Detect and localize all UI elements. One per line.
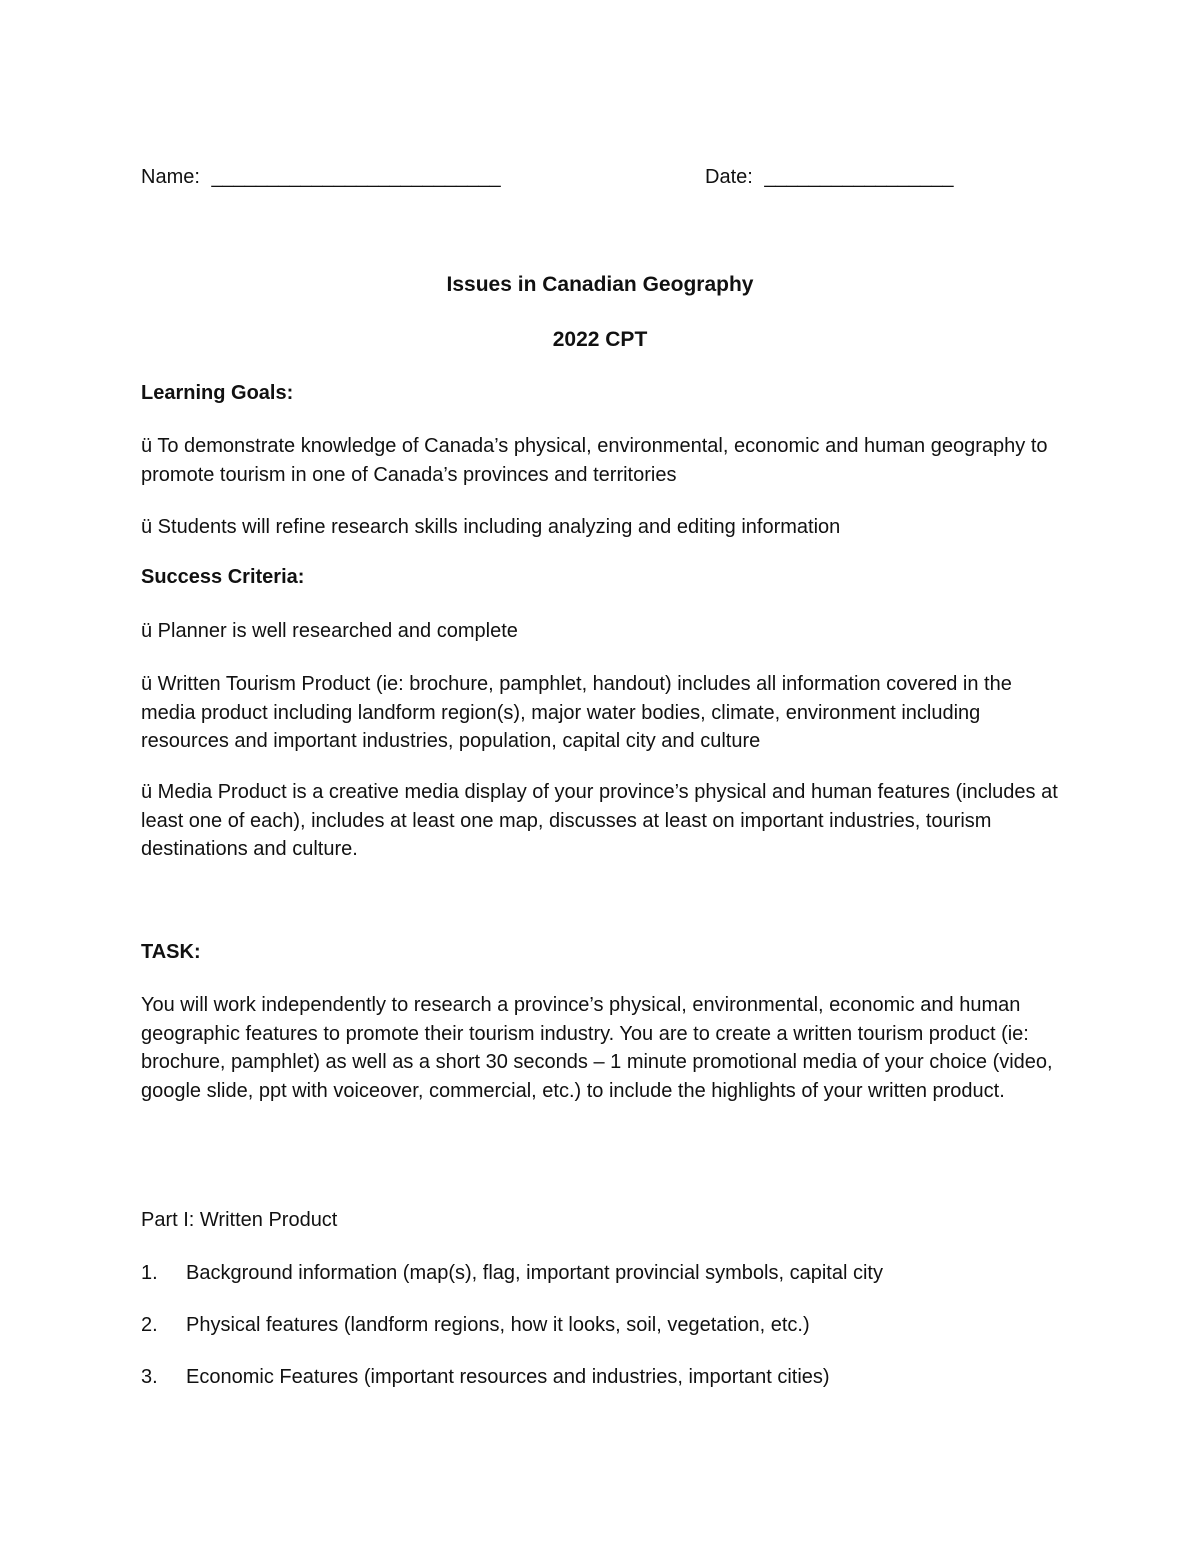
list-item-number: 1. [141, 1262, 158, 1284]
learning-goal-item: ü To demonstrate knowledge of Canada’s physical, environmental, economic and human geography to promote tourism in one of Canada’s provinces and territories [141, 435, 1048, 486]
document-title: Issues in Canadian Geography [446, 273, 754, 296]
part1-heading: Part I: Written Product [141, 1209, 338, 1231]
date-line [705, 166, 953, 189]
document-subtitle: 2022 CPT [552, 328, 648, 351]
list-item-number: 2. [141, 1314, 158, 1336]
list-item-text: Economic Features (important resources and industries, important cities) [186, 1366, 830, 1388]
date-label: Date: [705, 166, 753, 188]
name-blank: __________________________ [211, 166, 501, 188]
list-item-number: 3. [141, 1366, 158, 1388]
date-blank: _________________ [764, 166, 954, 188]
name-label: Name: [141, 166, 200, 188]
success-criteria-item: ü Written Tourism Product (ie: brochure, pamphlet, handout) includes all information covered in the media product including landform region(s), major water bodies, climate, environment including resources and important industries, population, capital city and culture [141, 673, 1012, 752]
name-line [141, 166, 501, 189]
list-item-text: Background information (map(s), flag, important provincial symbols, capital city [186, 1262, 883, 1284]
success-criteria-heading: Success Criteria: [141, 566, 305, 588]
list-item-text: Physical features (landform regions, how it looks, soil, vegetation, etc.) [186, 1314, 810, 1336]
success-criteria-item: ü Media Product is a creative media display of your province’s physical and human features (includes at least one of each), includes at least one map, discusses at least on important industries, tourism destinations and culture. [141, 781, 1058, 860]
learning-goals-heading: Learning Goals: [141, 382, 294, 404]
task-heading: TASK: [141, 941, 201, 963]
success-criteria-item: ü Planner is well researched and complete [141, 620, 518, 642]
learning-goal-item: ü Students will refine research skills including analyzing and editing information [141, 516, 841, 538]
task-text: You will work independently to research a province’s physical, environmental, economic and human geographic features to promote their tourism industry. You are to create a written tourism product (ie: brochure, pamphlet) as well as a short 30 seconds – 1 minute promotional media of your choice (video, google slide, ppt with voiceover, commercial, etc.) to include the highlights of your written product. [141, 994, 1053, 1102]
